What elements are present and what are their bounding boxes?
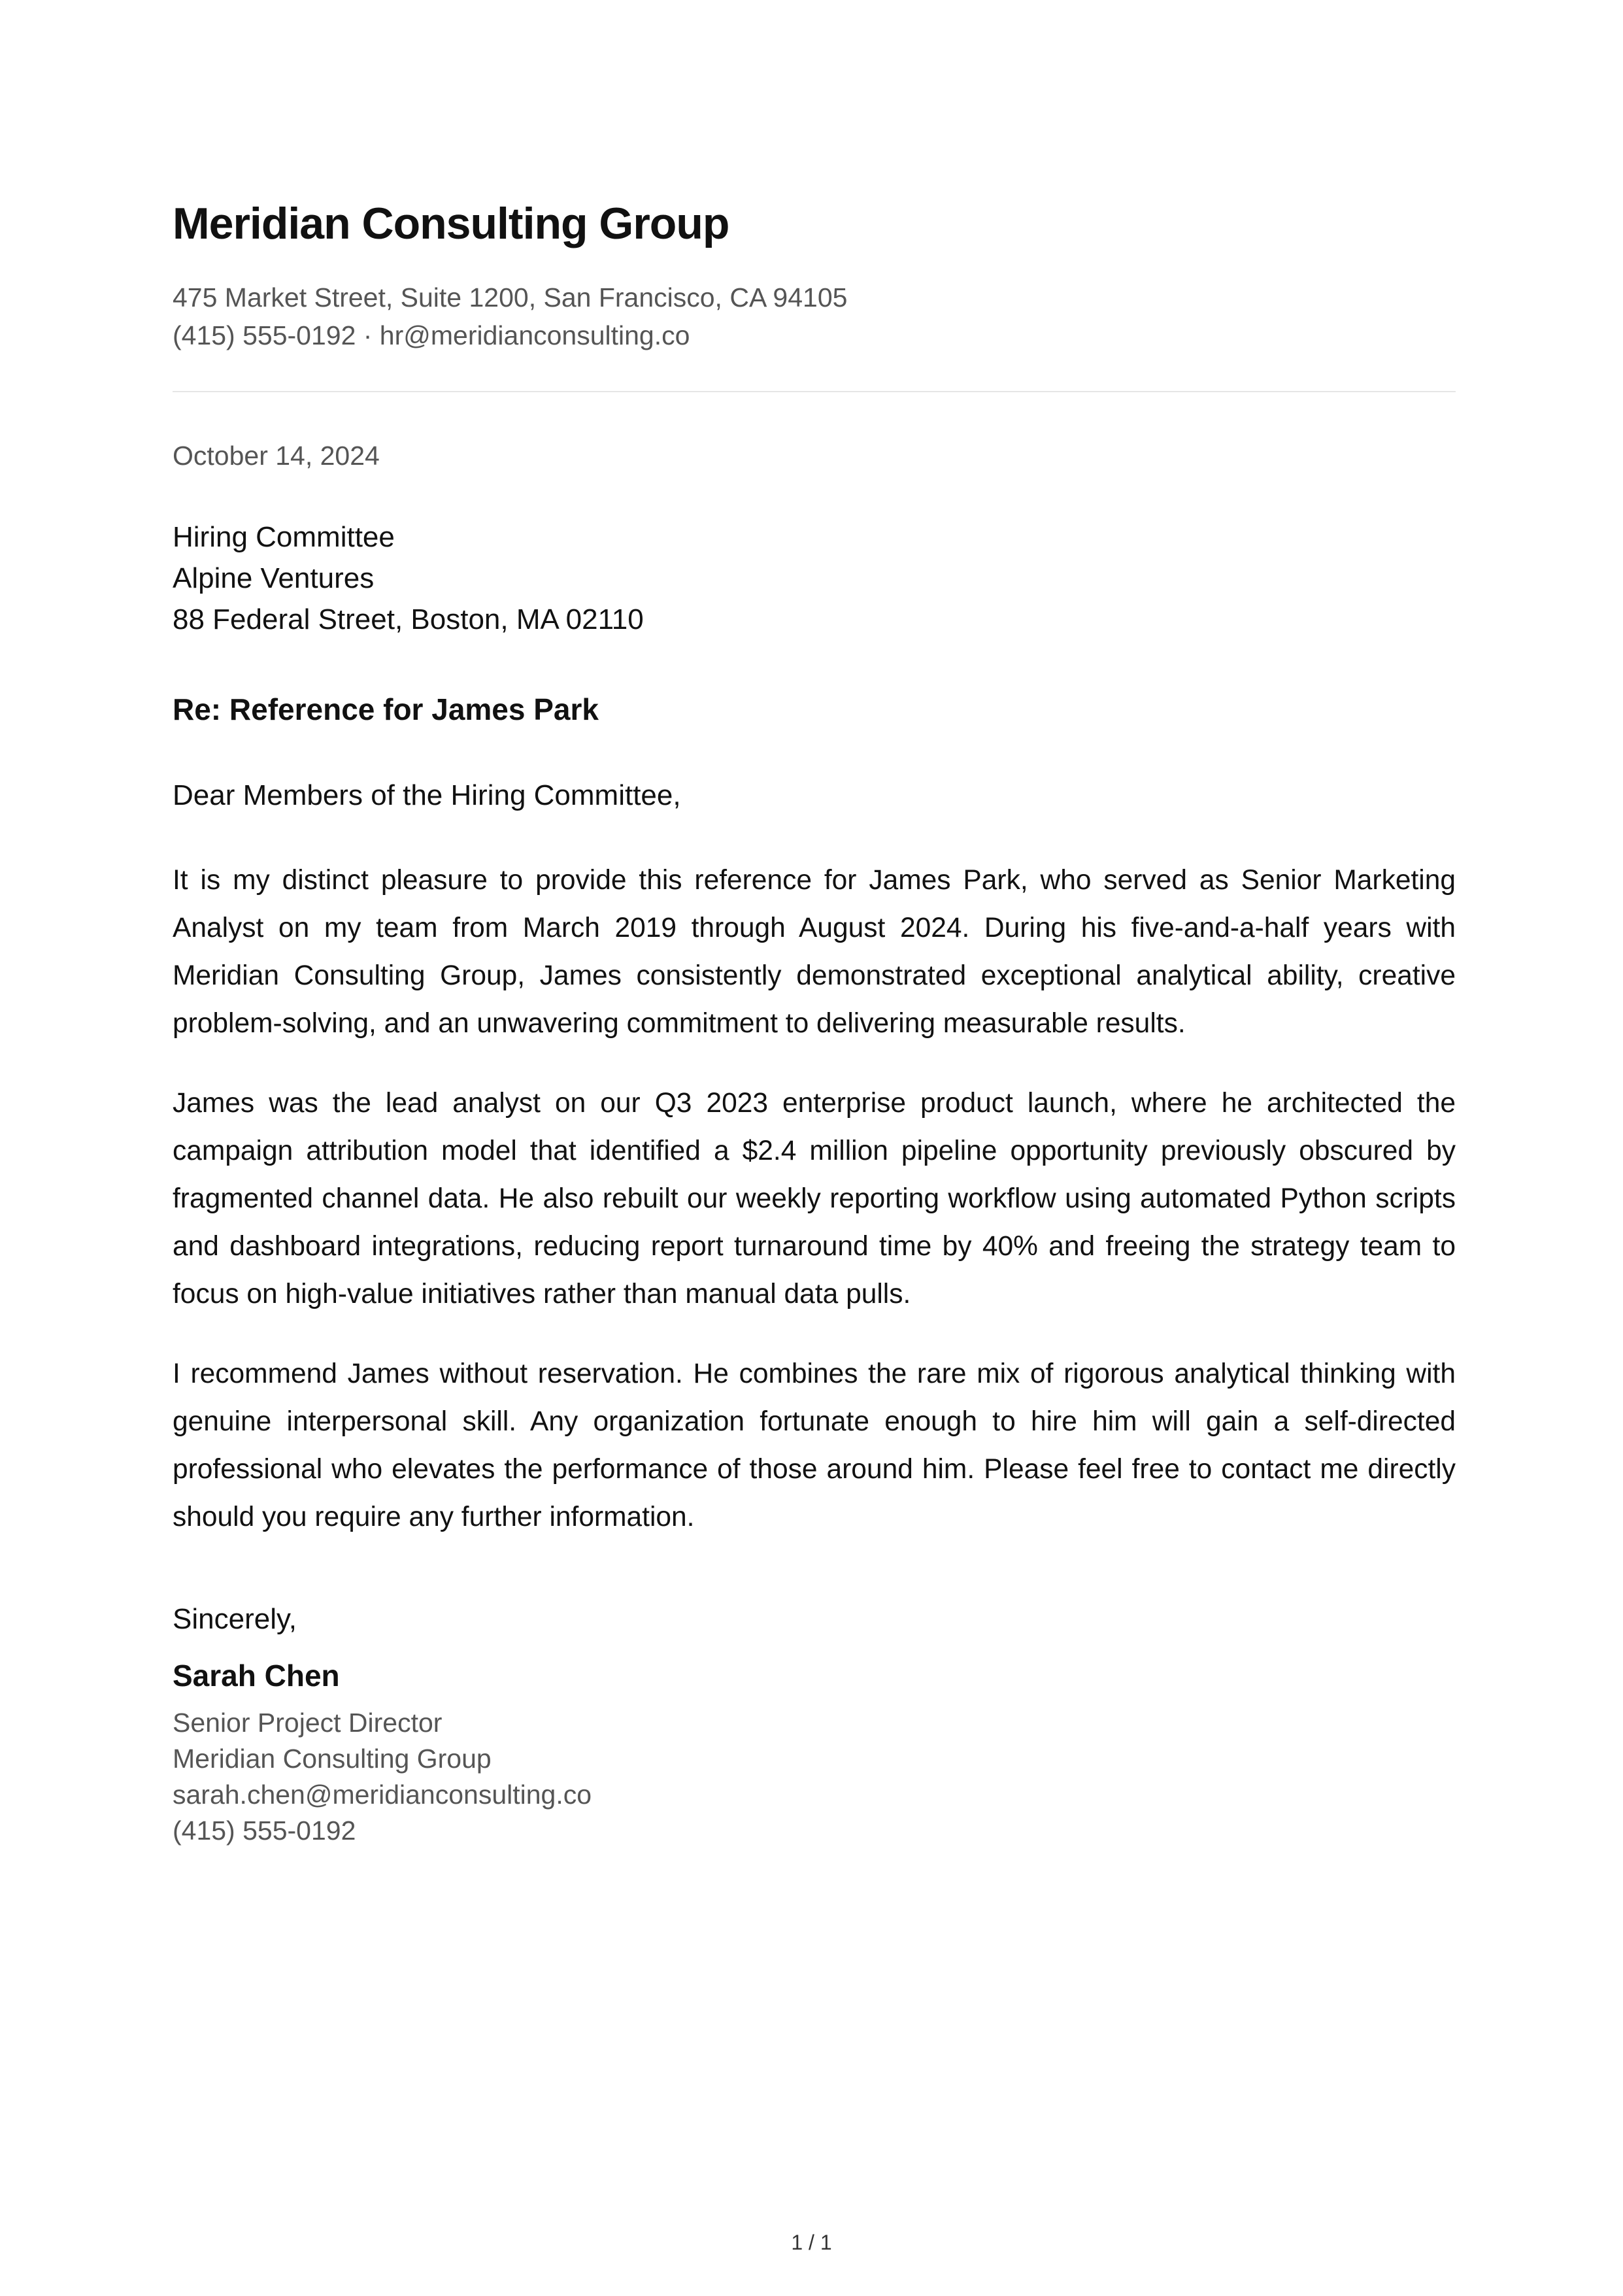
recipient-line: 88 Federal Street, Boston, MA 02110: [173, 603, 644, 635]
closing: Sincerely,: [173, 1603, 297, 1635]
signer-email: sarah.chen@meridianconsulting.co: [173, 1780, 592, 1810]
salutation: Dear Members of the Hiring Committee,: [173, 779, 681, 811]
body-paragraph: I recommend James without reservation. He combines the rare mix of rigorous analytical thinking with genuine interpersonal skill. Any organization fortunate enough to hire him will gain a self-directed professional who elevates the performance of those around him. Please feel free to contact me directly should you require any further information.: [173, 1359, 1456, 1532]
body-paragraph: James was the lead analyst on our Q3 2023 enterprise product launch, where he architected the campaign attribution model that identified a $2.4 million pipeline opportunity previously obscured by fragmented channel data. He also rebuilt our weekly reporting workflow using automated Python scripts and dashboard integrations, reducing report turnaround time by 40% and freeing the strategy team to focus on high-value initiatives rather than manual data pulls.: [173, 1088, 1456, 1309]
recipient-line: Alpine Ventures: [173, 562, 375, 594]
body-paragraph: It is my distinct pleasure to provide this reference for James Park, who served as Senior Marketing Analyst on my team from March 2019 through August 2024. During his five-and-a-half years with Meridian Consulting Group, James consistently demonstrated exceptional analytical ability, creative problem-solving, and an unwavering commitment to delivering measurable results.: [173, 865, 1456, 1039]
letterhead-org-name: Meridian Consulting Group: [173, 199, 729, 248]
letterhead-address: 475 Market Street, Suite 1200, San Francisco, CA 94105: [173, 282, 848, 312]
letter-body: [173, 856, 1456, 1573]
subject-line: Re: Reference for James Park: [173, 692, 599, 726]
signer-phone: (415) 555-0192: [173, 1815, 356, 1846]
signer-title: Senior Project Director: [173, 1708, 443, 1738]
signer-details: [173, 1705, 592, 1849]
recipient-block: [173, 516, 644, 640]
signer-name: Sarah Chen: [173, 1659, 340, 1693]
signer-company: Meridian Consulting Group: [173, 1744, 492, 1774]
page-number: 1 / 1: [791, 2231, 832, 2254]
letterhead-contact-block: [173, 279, 847, 354]
recipient-line: Hiring Committee: [173, 521, 395, 553]
letter-date: October 14, 2024: [173, 441, 380, 471]
letterhead-contact: (415) 555-0192 · hr@meridianconsulting.co: [173, 320, 690, 350]
header-divider: [173, 391, 1456, 392]
